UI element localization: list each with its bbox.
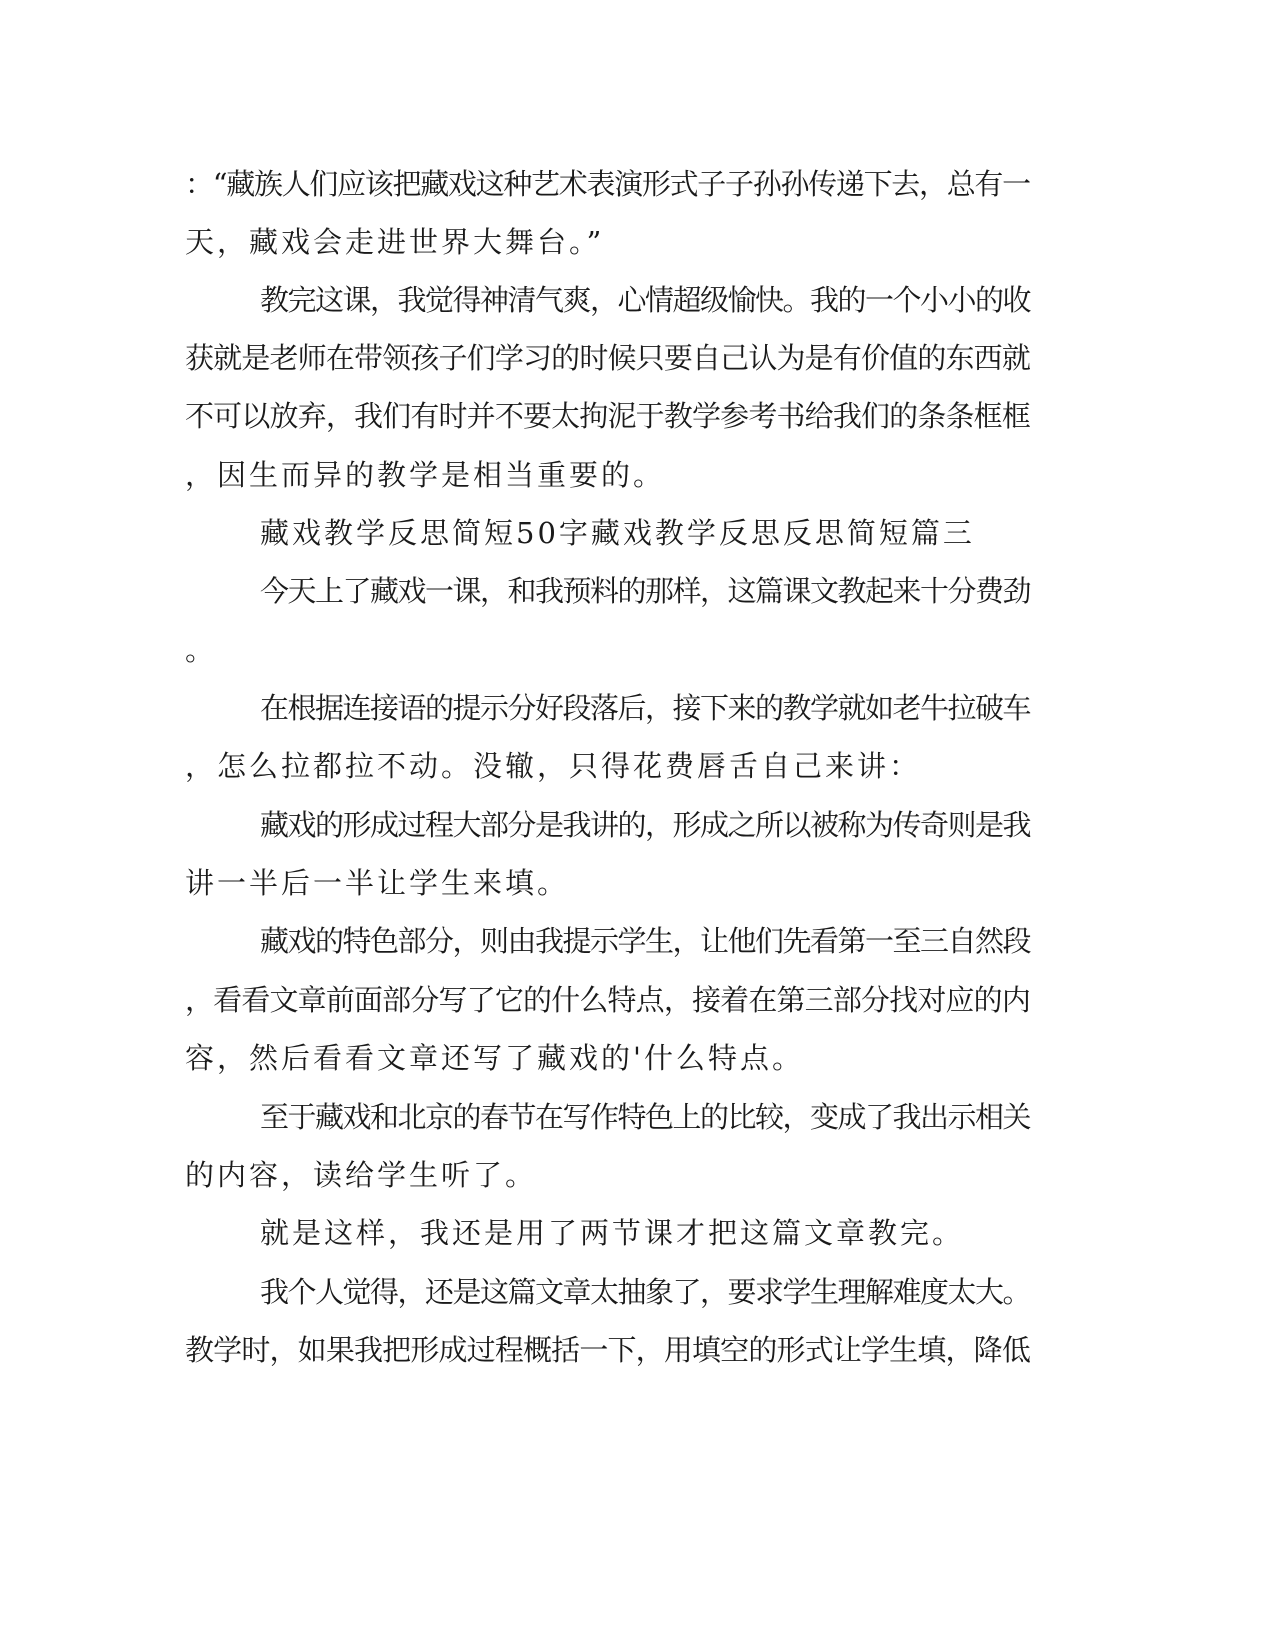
paragraph-start-line: 教完这课，我觉得神清气爽，心情超级愉快。我的一个小小的收 bbox=[260, 283, 1031, 317]
text-line-18: 的内容，读给学生听了。 bbox=[185, 1158, 538, 1192]
section-heading: 藏戏教学反思简短50字藏戏教学反思反思简短篇三 bbox=[260, 516, 975, 550]
text-line-2: 天，藏戏会走进世界大舞台。” bbox=[185, 225, 605, 259]
paragraph-start-line: 藏戏的特色部分，则由我提示学生，让他们先看第一至三自然段 bbox=[260, 924, 1031, 958]
text-line-4: 获就是老师在带领孩子们学习的时候只要自己认为是有价值的东西就 bbox=[185, 341, 1031, 375]
paragraph-start-line: 至于藏戏和北京的春节在写作特色上的比较，变成了我出示相关 bbox=[260, 1100, 1031, 1134]
paragraph-start-line: 今天上了藏戏一课，和我预料的那样，这篇课文教起来十分费劲 bbox=[260, 574, 1031, 608]
text-line-11: ，怎么拉都拉不动。没辙，只得花费唇舌自己来讲： bbox=[185, 749, 922, 783]
text-line-9: 。 bbox=[185, 633, 218, 667]
paragraph-start-line: 我个人觉得，还是这篇文章太抽象了，要求学生理解难度太大。 bbox=[260, 1275, 1031, 1309]
text-line-5: 不可以放弃，我们有时并不要太拘泥于教学参考书给我们的条条框框 bbox=[185, 399, 1031, 433]
paragraph-start-line: 在根据连接语的提示分好段落后，接下来的教学就如老牛拉破车 bbox=[260, 691, 1031, 725]
text-line-15: ，看看文章前面部分写了它的什么特点，接着在第三部分找对应的内 bbox=[185, 983, 1031, 1017]
text-line-16: 容，然后看看文章还写了藏戏的'什么特点。 bbox=[185, 1041, 804, 1075]
text-line-6: ，因生而异的教学是相当重要的。 bbox=[185, 458, 666, 492]
text-line-13: 讲一半后一半让学生来填。 bbox=[185, 866, 570, 900]
text-line-21: 教学时，如果我把形成过程概括一下，用填空的形式让学生填，降低 bbox=[185, 1333, 1031, 1367]
paragraph-start-line: 藏戏的形成过程大部分是我讲的，形成之所以被称为传奇则是我 bbox=[260, 808, 1031, 842]
text-line-1: ：“藏族人们应该把藏戏这种艺术表演形式子子孙孙传递下去，总有一 bbox=[185, 167, 1030, 201]
paragraph-start-line: 就是这样，我还是用了两节课才把这篇文章教完。 bbox=[260, 1216, 965, 1250]
